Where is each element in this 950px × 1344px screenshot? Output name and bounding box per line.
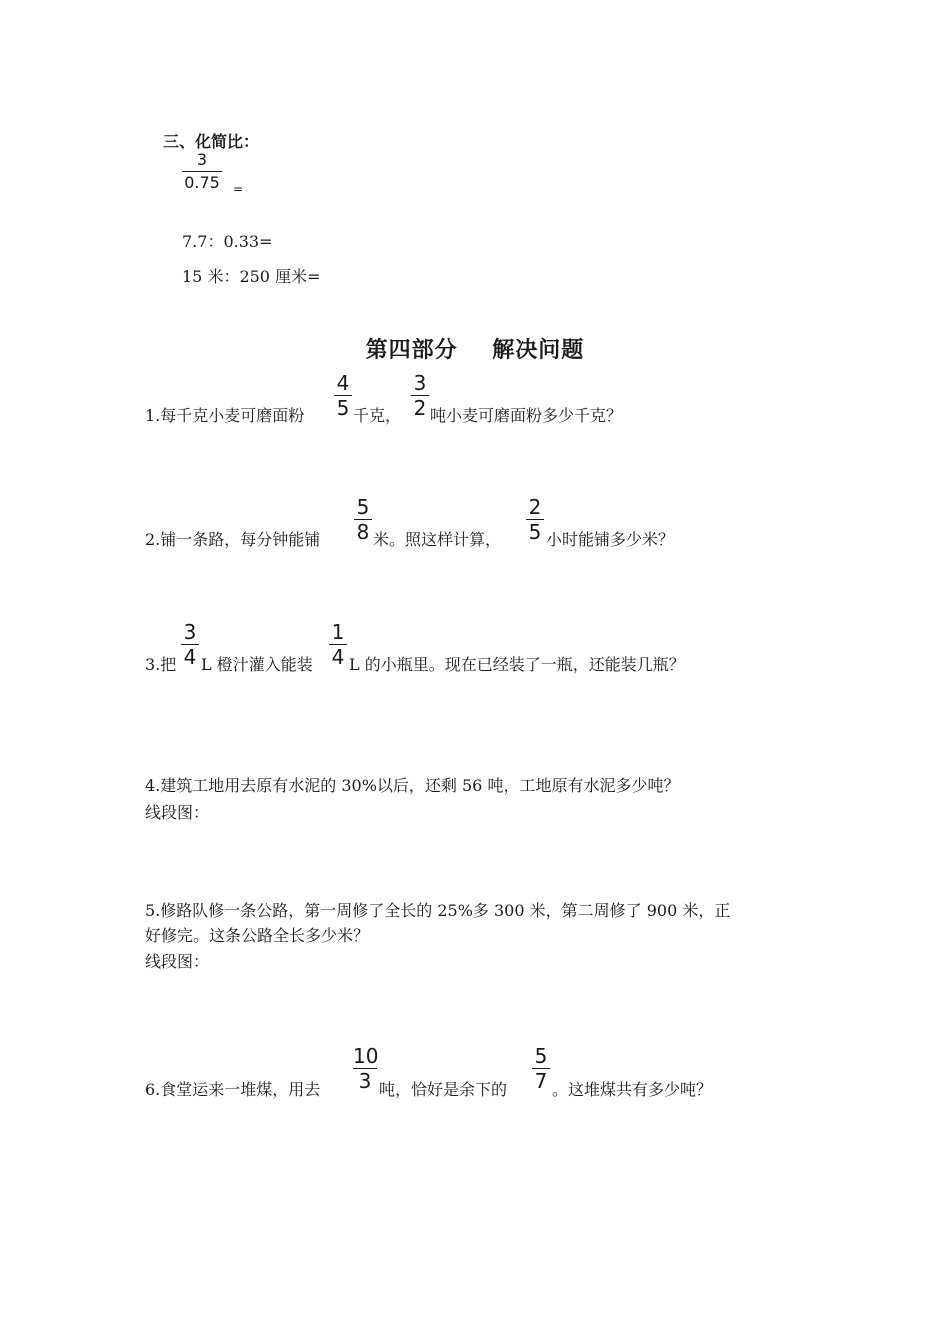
question-3-prefix: 3.把 (145, 655, 177, 674)
question-5-text-line-2: 好修完。这条公路全长多少米？ (145, 926, 370, 945)
question-3-suffix: L 的小瓶里。现在已经装了一瓶，还能装几瓶？ (349, 655, 685, 674)
fraction-denominator: 3 (358, 1069, 372, 1093)
ratio-item-3: 15 米：250 厘米= (182, 267, 321, 286)
question-4-diagram-label: 线段图： (145, 803, 210, 822)
question-3-fraction-1 (181, 621, 199, 668)
equals-sign: = (233, 182, 244, 196)
fraction-denominator: 8 (356, 520, 370, 544)
question-3-mid: L 橙汁灌入能装 (201, 655, 313, 674)
section4-title: 第四部分 解决问题 (365, 337, 585, 363)
question-6-fraction-1 (353, 1045, 377, 1092)
fraction-bar (182, 171, 222, 172)
fraction-denominator: 5 (336, 396, 350, 420)
fraction-denominator: 4 (331, 645, 345, 669)
fraction-denominator: 5 (528, 520, 542, 544)
fraction-denominator: 4 (183, 645, 197, 669)
question-6-mid: 吨，恰好是余下的 (379, 1080, 508, 1099)
fraction-numerator: 2 (528, 495, 542, 519)
question-1-fraction-2 (411, 372, 429, 419)
fraction-denominator: 7 (534, 1069, 548, 1093)
section3-heading: 三、化简比： (163, 132, 260, 151)
ratio-fraction-1 (182, 150, 222, 193)
question-2-fraction-1 (354, 496, 372, 543)
ratio-item-2: 7.7：0.33= (182, 232, 273, 251)
question-1-fraction-1 (334, 372, 352, 419)
fraction-denominator: 0.75 (184, 173, 220, 192)
fraction-numerator: 1 (331, 620, 345, 644)
fraction-numerator: 3 (183, 620, 197, 644)
fraction-numerator: 3 (196, 150, 208, 169)
question-2-mid: 米。照这样计算， (373, 530, 502, 549)
question-6-prefix: 6.食堂运来一堆煤，用去 (145, 1080, 321, 1099)
question-5-diagram-label: 线段图： (145, 952, 210, 971)
question-5-text-line-1: 5.修路队修一条公路，第一周修了全长的 25%多 300 米，第二周修了 900 米，正 (145, 901, 731, 920)
question-2-prefix: 2.铺一条路，每分钟能铺 (145, 530, 321, 549)
fraction-numerator: 4 (336, 371, 350, 395)
question-6-fraction-2 (532, 1045, 550, 1092)
question-2-suffix: 小时能铺多少米？ (546, 530, 675, 549)
question-1-suffix: 吨小麦可磨面粉多少千克？ (430, 406, 623, 425)
question-2-fraction-2 (526, 496, 544, 543)
fraction-numerator: 10 (353, 1044, 379, 1068)
question-3-fraction-2 (329, 621, 347, 668)
question-4-text: 4.建筑工地用去原有水泥的 30%以后，还剩 56 吨，工地原有水泥多少吨？ (145, 776, 680, 795)
fraction-denominator: 2 (413, 396, 427, 420)
fraction-numerator: 5 (356, 495, 370, 519)
question-6-suffix: 。这堆煤共有多少吨？ (552, 1080, 713, 1099)
fraction-numerator: 5 (534, 1044, 548, 1068)
fraction-numerator: 3 (413, 371, 427, 395)
question-1-mid: 千克， (353, 406, 402, 425)
question-1-prefix: 1.每千克小麦可磨面粉 (145, 406, 305, 425)
